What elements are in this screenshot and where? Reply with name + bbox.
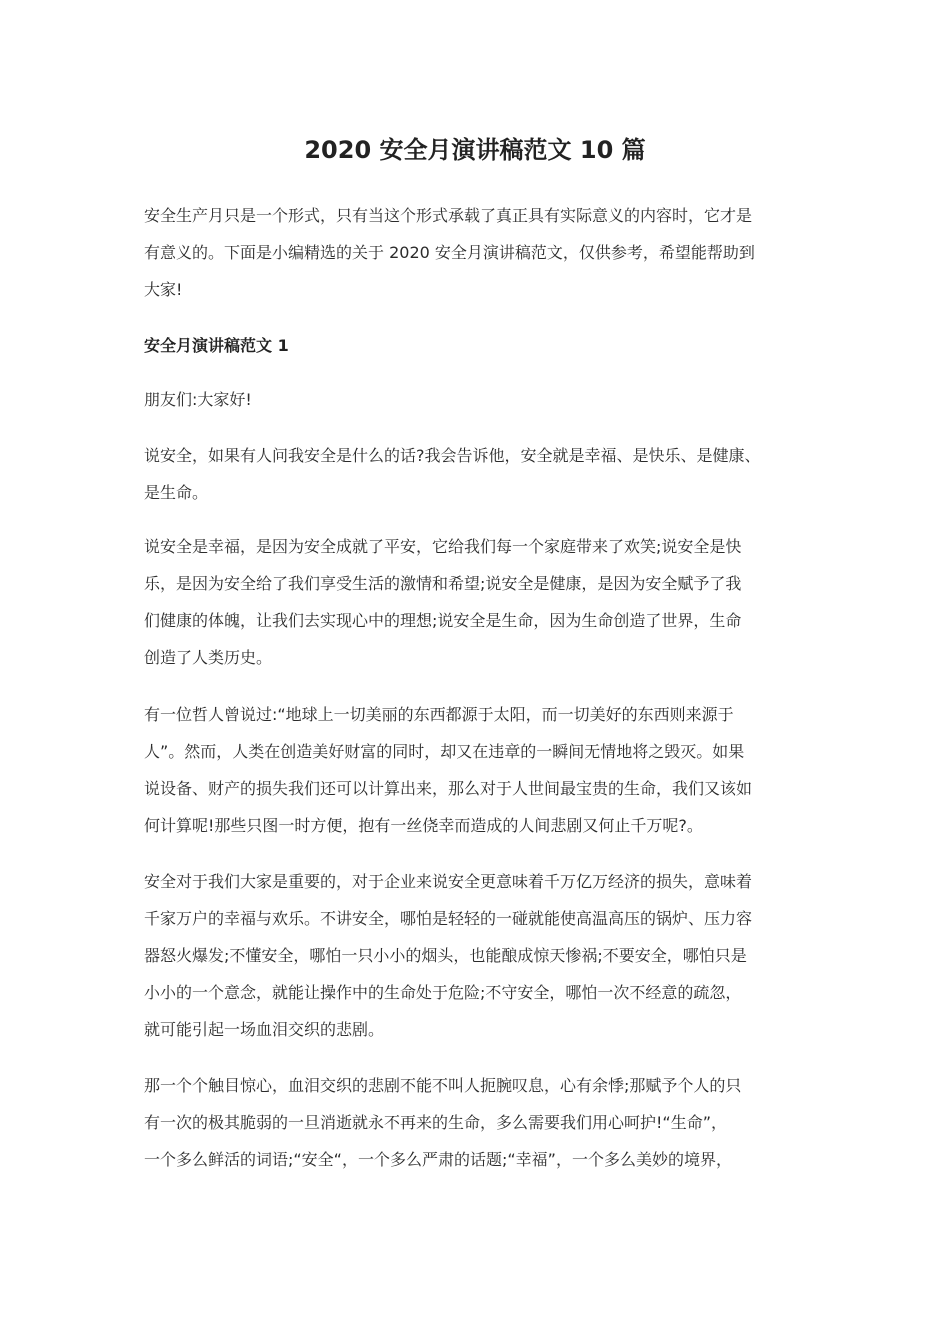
text-line: 那一个个触目惊心，血泪交织的悲剧不能不叫人扼腕叹息，心有余悸;那赋予个人的只: [144, 1076, 742, 1095]
text-line: 说设备、财产的损失我们还可以计算出来，那么对于人世间最宝贵的生命，我们又该如: [144, 779, 753, 798]
paragraph-5: [144, 1067, 808, 1178]
text-line: 朋友们:大家好!: [144, 390, 252, 409]
intro-paragraph: [144, 197, 808, 308]
text-line: 大家!: [144, 280, 183, 299]
paragraph-3: [144, 696, 808, 844]
text-line: 们健康的体魄，让我们去实现心中的理想;说安全是生命，因为生命创造了世界，生命: [144, 611, 742, 630]
document-title: 2020 安全月演讲稿范文 10 篇: [304, 136, 646, 164]
text-line: 有意义的。下面是小编精选的关于 2020 安全月演讲稿范文，仅供参考，希望能帮助到: [144, 243, 755, 262]
text-line: 有一次的极其脆弱的一旦消逝就永不再来的生命，多么需要我们用心呵护!“生命”，: [144, 1113, 727, 1132]
text-line: 说安全是幸福，是因为安全成就了平安，它给我们每一个家庭带来了欢笑;说安全是快: [144, 537, 742, 556]
text-line: 安全生产月只是一个形式，只有当这个形式承载了真正具有实际意义的内容时，它才是: [144, 206, 753, 225]
greeting: [144, 381, 808, 418]
text-line: 就可能引起一场血泪交织的悲剧。: [144, 1020, 385, 1039]
paragraph-1: [144, 437, 808, 511]
text-line: 是生命。: [144, 483, 209, 502]
text-line: 创造了人类历史。: [144, 648, 273, 667]
text-line: 说安全，如果有人问我安全是什么的话?我会告诉他，安全就是幸福、是快乐、是健康、: [144, 446, 761, 465]
text-line: 小小的一个意念，就能让操作中的生命处于危险;不守安全，哪怕一次不经意的疏忽，: [144, 983, 742, 1002]
text-line: 安全对于我们大家是重要的，对于企业来说安全更意味着千万亿万经济的损失，意味着: [144, 872, 753, 891]
text-line: 人”。然而，人类在创造美好财富的同时，却又在违章的一瞬间无情地将之毁灭。如果: [144, 742, 745, 761]
text-line: 器怒火爆发;不懂安全，哪怕一只小小的烟头，也能酿成惊天惨祸;不要安全，哪怕只是: [144, 946, 747, 965]
text-line: 有一位哲人曾说过:“地球上一切美丽的东西都源于太阳，而一切美好的东西则来源于: [144, 705, 734, 724]
text-line: 何计算呢!那些只图一时方便，抱有一丝侥幸而造成的人间悲剧又何止千万呢?。: [144, 816, 703, 835]
paragraph-4: [144, 863, 808, 1048]
text-line: 千家万户的幸福与欢乐。不讲安全，哪怕是轻轻的一碰就能使高温高压的锅炉、压力容: [144, 909, 753, 928]
paragraph-2: [144, 528, 808, 676]
text-line: 乐，是因为安全给了我们享受生活的激情和希望;说安全是健康，是因为安全赋予了我: [144, 574, 742, 593]
text-line: 一个多么鲜活的词语;“安全“，一个多么严肃的话题;“幸福”，一个多么美妙的境界，: [144, 1150, 732, 1169]
section-heading: 安全月演讲稿范文 1: [144, 336, 289, 355]
